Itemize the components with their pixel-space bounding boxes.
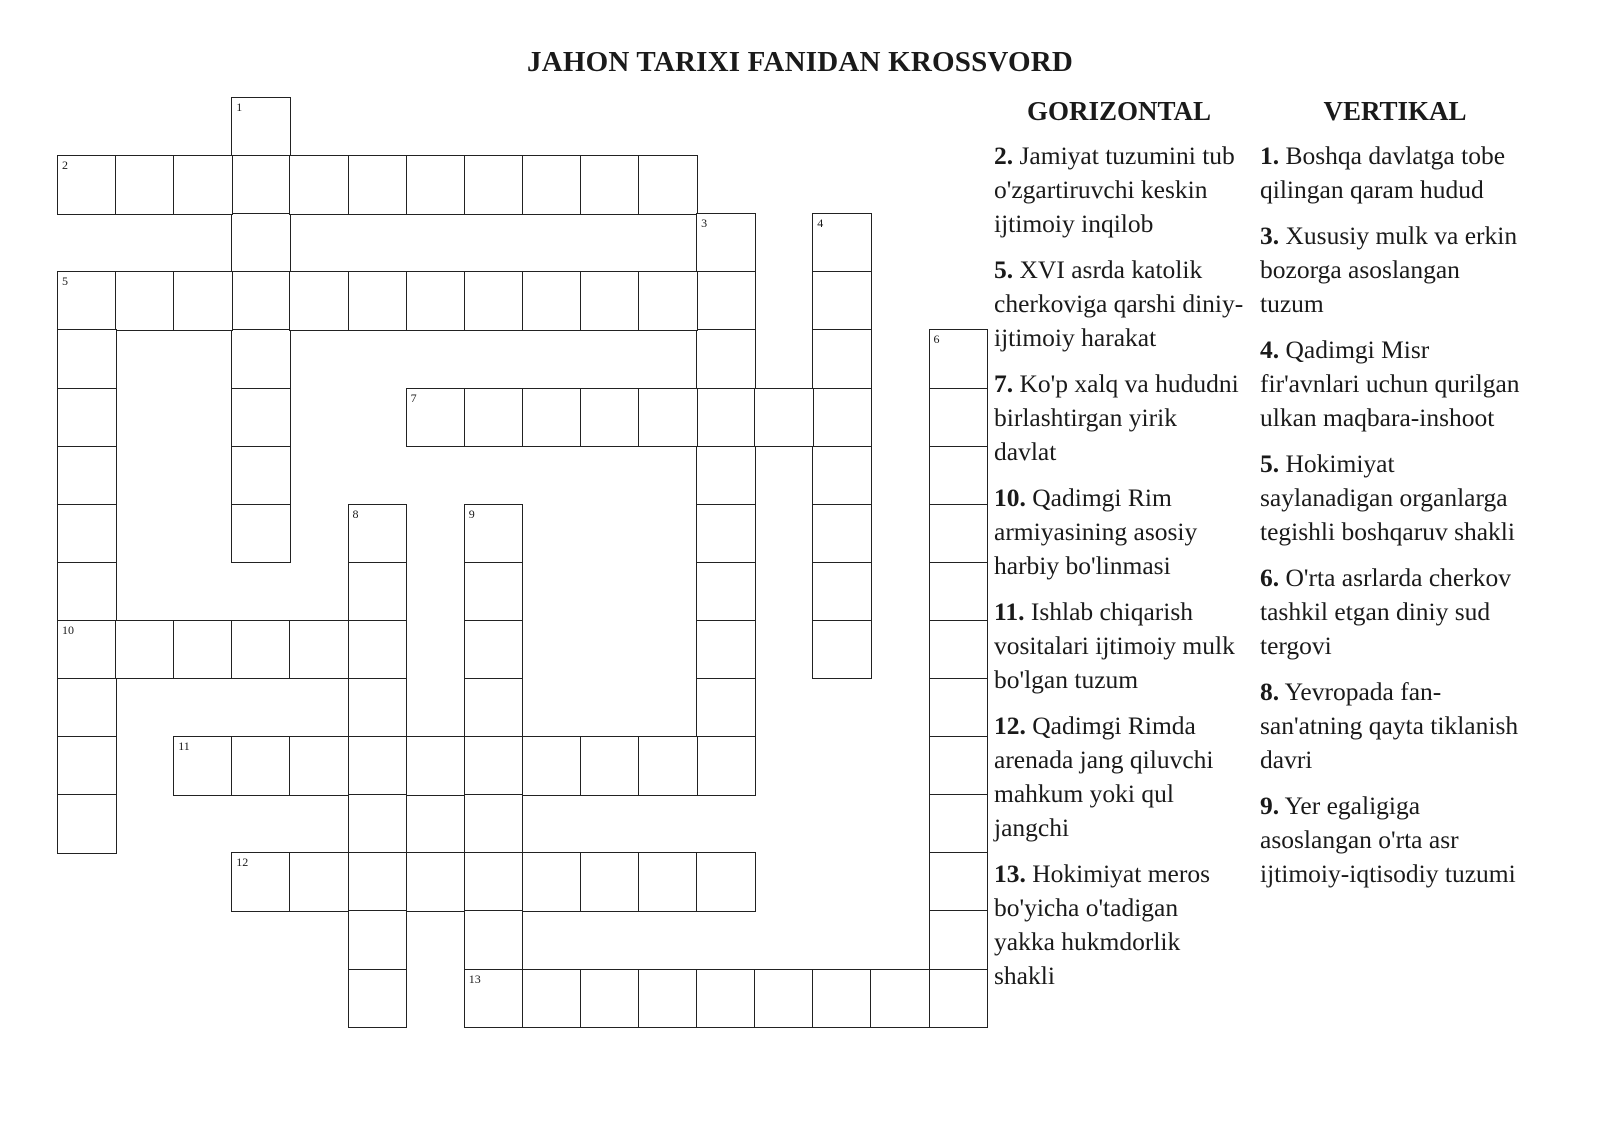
cell-number: 4 bbox=[817, 216, 824, 231]
crossword-cell[interactable] bbox=[580, 155, 640, 215]
crossword-cell[interactable] bbox=[231, 736, 291, 796]
crossword-cell[interactable] bbox=[348, 910, 408, 970]
clue-text: Yer egaligiga asoslangan o'rta asr ijtimoiy-iqtisodiy tuzumi bbox=[1260, 791, 1516, 888]
clue-number: 1. bbox=[1260, 141, 1280, 170]
vertical-clue bbox=[1260, 139, 1530, 207]
crossword-cell[interactable] bbox=[406, 155, 466, 215]
crossword-cell[interactable] bbox=[464, 969, 524, 1029]
clue-number: 2. bbox=[994, 141, 1014, 170]
crossword-cell[interactable] bbox=[348, 271, 408, 331]
crossword-cell[interactable] bbox=[696, 736, 756, 796]
crossword-cell[interactable] bbox=[929, 446, 989, 506]
page-title: JAHON TARIXI FANIDAN KROSSVORD bbox=[527, 46, 1073, 78]
cell-number: 11 bbox=[178, 739, 190, 754]
clue-number: 8. bbox=[1260, 677, 1280, 706]
cell-number: 13 bbox=[468, 971, 481, 986]
crossword-cell[interactable] bbox=[231, 213, 291, 273]
crossword-cell[interactable] bbox=[929, 504, 989, 564]
crossword-cell[interactable] bbox=[289, 271, 349, 331]
crossword-cell[interactable] bbox=[464, 504, 524, 564]
crossword-cell[interactable] bbox=[580, 969, 640, 1029]
crossword-cell[interactable] bbox=[638, 736, 698, 796]
horizontal-clue bbox=[994, 595, 1244, 697]
clue-number: 12. bbox=[994, 711, 1026, 740]
crossword-cell[interactable] bbox=[57, 794, 117, 854]
crossword-cell[interactable] bbox=[929, 678, 989, 738]
crossword-cell[interactable] bbox=[696, 852, 756, 912]
horizontal-clue bbox=[994, 367, 1244, 469]
crossword-cell[interactable] bbox=[57, 736, 117, 796]
crossword-cell[interactable] bbox=[696, 213, 756, 273]
vertical-clues bbox=[1260, 96, 1530, 903]
crossword-cell[interactable] bbox=[812, 213, 872, 273]
crossword-cell[interactable] bbox=[929, 910, 989, 970]
clue-number: 9. bbox=[1260, 791, 1280, 820]
crossword-cell[interactable] bbox=[464, 852, 524, 912]
crossword-cell[interactable] bbox=[696, 678, 756, 738]
clue-number: 11. bbox=[994, 597, 1025, 626]
crossword-cell[interactable] bbox=[696, 562, 756, 622]
crossword-cell[interactable] bbox=[580, 271, 640, 331]
crossword-cell[interactable] bbox=[929, 329, 989, 389]
crossword-cell[interactable] bbox=[464, 155, 524, 215]
clue-text: Qadimgi Rim armiyasining asosiy harbiy bo'linmasi bbox=[994, 483, 1198, 580]
vertical-clue bbox=[1260, 561, 1530, 663]
crossword-cell[interactable] bbox=[57, 620, 117, 680]
crossword-cell[interactable] bbox=[812, 504, 872, 564]
crossword-cell[interactable] bbox=[522, 969, 582, 1029]
crossword-cell[interactable] bbox=[580, 852, 640, 912]
crossword-cell[interactable] bbox=[929, 852, 989, 912]
crossword-cell[interactable] bbox=[696, 620, 756, 680]
crossword-cell[interactable] bbox=[173, 271, 233, 331]
crossword-grid bbox=[57, 97, 1007, 1067]
crossword-cell[interactable] bbox=[812, 446, 872, 506]
crossword-cell[interactable] bbox=[522, 736, 582, 796]
cell-number: 10 bbox=[62, 622, 74, 637]
crossword-cell[interactable] bbox=[406, 271, 466, 331]
crossword-cell[interactable] bbox=[464, 910, 524, 970]
clue-text: Qadimgi Misr fir'avnlari uchun qurilgan ulkan maqbara-inshoot bbox=[1260, 335, 1520, 432]
crossword-cell[interactable] bbox=[231, 446, 291, 506]
crossword-cell[interactable] bbox=[289, 736, 349, 796]
crossword-cell[interactable] bbox=[696, 969, 756, 1029]
crossword-cell[interactable] bbox=[231, 97, 291, 157]
crossword-cell[interactable] bbox=[464, 271, 524, 331]
horizontal-clue bbox=[994, 857, 1244, 993]
crossword-cell[interactable] bbox=[522, 155, 582, 215]
clue-text: Ko'p xalq va hududni birlashtirgan yirik davlat bbox=[994, 369, 1239, 466]
clue-number: 13. bbox=[994, 859, 1026, 888]
crossword-cell[interactable] bbox=[638, 271, 698, 331]
clue-text: Boshqa davlatga tobe qilingan qaram hudud bbox=[1260, 141, 1506, 204]
clue-number: 5. bbox=[1260, 449, 1280, 478]
crossword-cell[interactable] bbox=[231, 620, 291, 680]
horizontal-clue bbox=[994, 709, 1244, 845]
crossword-cell[interactable] bbox=[289, 620, 349, 680]
crossword-cell[interactable] bbox=[754, 388, 814, 448]
crossword-cell[interactable] bbox=[348, 852, 408, 912]
clue-text: XVI asrda katolik cherkoviga qarshi diniy-ijtimoiy harakat bbox=[994, 255, 1244, 352]
cell-number: 5 bbox=[62, 274, 68, 289]
clue-number: 4. bbox=[1260, 335, 1280, 364]
crossword-cell[interactable] bbox=[580, 736, 640, 796]
vertical-clue bbox=[1260, 675, 1530, 777]
crossword-cell[interactable] bbox=[812, 562, 872, 622]
crossword-cell[interactable] bbox=[173, 736, 233, 796]
vertical-clue bbox=[1260, 447, 1530, 549]
crossword-cell[interactable] bbox=[929, 969, 989, 1029]
clue-text: Qadimgi Rimda arenada jang qiluvchi mahkum yoki qul jangchi bbox=[994, 711, 1214, 842]
cell-number: 12 bbox=[236, 855, 249, 870]
crossword-cell[interactable] bbox=[289, 852, 349, 912]
clue-number: 10. bbox=[994, 483, 1026, 512]
clue-number: 5. bbox=[994, 255, 1014, 284]
crossword-cell[interactable] bbox=[115, 620, 175, 680]
crossword-cell[interactable] bbox=[57, 678, 117, 738]
crossword-cell[interactable] bbox=[638, 388, 698, 448]
horizontal-clue bbox=[994, 139, 1244, 241]
cell-number: 7 bbox=[410, 390, 417, 405]
crossword-cell[interactable] bbox=[929, 794, 989, 854]
crossword-cell[interactable] bbox=[348, 504, 408, 564]
crossword-cell[interactable] bbox=[115, 271, 175, 331]
crossword-cell[interactable] bbox=[57, 388, 117, 448]
crossword-cell[interactable] bbox=[173, 620, 233, 680]
crossword-cell[interactable] bbox=[580, 388, 640, 448]
horizontal-heading: GORIZONTAL bbox=[1026, 96, 1212, 126]
crossword-cell[interactable] bbox=[464, 388, 524, 448]
cell-number: 6 bbox=[933, 332, 940, 347]
cell-number: 3 bbox=[701, 216, 708, 231]
crossword-cell[interactable] bbox=[464, 736, 524, 796]
clue-number: 7. bbox=[994, 369, 1014, 398]
crossword-cell[interactable] bbox=[406, 388, 466, 448]
crossword-cell[interactable] bbox=[696, 446, 756, 506]
cell-number: 1 bbox=[236, 100, 243, 114]
crossword-cell[interactable] bbox=[348, 794, 408, 854]
crossword-cell[interactable] bbox=[929, 620, 989, 680]
crossword-cell[interactable] bbox=[638, 155, 698, 215]
crossword-cell[interactable] bbox=[812, 271, 872, 331]
vertical-clue bbox=[1260, 219, 1530, 321]
crossword-cell[interactable] bbox=[348, 736, 408, 796]
clue-number: 6. bbox=[1260, 563, 1280, 592]
clue-text: Yevropada fan-san'atning qayta tiklanish davri bbox=[1260, 677, 1519, 774]
horizontal-clue bbox=[994, 253, 1244, 355]
crossword-cell[interactable] bbox=[348, 155, 408, 215]
crossword-cell[interactable] bbox=[231, 852, 291, 912]
crossword-cell[interactable] bbox=[929, 562, 989, 622]
cell-number: 8 bbox=[352, 506, 359, 521]
crossword-cell[interactable] bbox=[464, 678, 524, 738]
crossword-cell[interactable] bbox=[57, 271, 117, 331]
crossword-cell[interactable] bbox=[464, 562, 524, 622]
crossword-cell[interactable] bbox=[231, 271, 291, 331]
crossword-cell[interactable] bbox=[812, 620, 872, 680]
crossword-cell[interactable] bbox=[696, 329, 756, 389]
crossword-cell[interactable] bbox=[57, 562, 117, 622]
vertical-clue bbox=[1260, 789, 1530, 891]
crossword-cell[interactable] bbox=[231, 388, 291, 448]
crossword-cell[interactable] bbox=[289, 155, 349, 215]
clue-text: Xususiy mulk va erkin bozorga asoslangan tuzum bbox=[1260, 221, 1518, 318]
vertical-heading: VERTIKAL bbox=[1323, 96, 1467, 126]
clue-text: O'rta asrlarda cherkov tashkil etgan diniy sud tergovi bbox=[1260, 563, 1511, 660]
cell-number: 9 bbox=[468, 506, 475, 521]
crossword-cell[interactable] bbox=[812, 329, 872, 389]
crossword-cell[interactable] bbox=[406, 852, 466, 912]
crossword-cell[interactable] bbox=[231, 155, 291, 215]
horizontal-clue bbox=[994, 481, 1244, 583]
crossword-cell[interactable] bbox=[348, 678, 408, 738]
vertical-clue bbox=[1260, 333, 1530, 435]
crossword-cell[interactable] bbox=[929, 388, 989, 448]
clue-text: Hokimiyat saylanadigan organlarga tegishli boshqaruv shakli bbox=[1260, 449, 1515, 546]
crossword-cell[interactable] bbox=[754, 969, 814, 1029]
crossword-cell[interactable] bbox=[115, 155, 175, 215]
crossword-cell[interactable] bbox=[231, 329, 291, 389]
crossword-cell[interactable] bbox=[812, 388, 872, 448]
crossword-cell[interactable] bbox=[57, 446, 117, 506]
crossword-cell[interactable] bbox=[522, 271, 582, 331]
crossword-cell[interactable] bbox=[348, 562, 408, 622]
crossword-cell[interactable] bbox=[696, 388, 756, 448]
crossword-cell[interactable] bbox=[57, 504, 117, 564]
clue-text: Jamiyat tuzumini tub o'zgartiruvchi keskin ijtimoiy inqilob bbox=[994, 141, 1235, 238]
crossword-cell[interactable] bbox=[638, 969, 698, 1029]
crossword-cell[interactable] bbox=[464, 794, 524, 854]
cell-number: 2 bbox=[62, 158, 68, 173]
clue-number: 3. bbox=[1260, 221, 1280, 250]
crossword-cell[interactable] bbox=[231, 504, 291, 564]
crossword-cell[interactable] bbox=[57, 329, 117, 389]
crossword-cell[interactable] bbox=[464, 620, 524, 680]
crossword-cell[interactable] bbox=[348, 969, 408, 1029]
crossword-cell[interactable] bbox=[696, 504, 756, 564]
clue-text: Ishlab chiqarish vositalari ijtimoiy mulk bo'lgan tuzum bbox=[994, 597, 1235, 694]
crossword-cell[interactable] bbox=[638, 852, 698, 912]
horizontal-clues bbox=[994, 96, 1244, 1005]
crossword-cell[interactable] bbox=[173, 155, 233, 215]
crossword-cell[interactable] bbox=[929, 736, 989, 796]
clue-text: Hokimiyat meros bo'yicha o'tadigan yakka hukmdorlik shakli bbox=[994, 859, 1211, 990]
crossword-cell[interactable] bbox=[57, 155, 117, 215]
crossword-cell[interactable] bbox=[522, 388, 582, 448]
crossword-cell[interactable] bbox=[348, 620, 408, 680]
crossword-cell[interactable] bbox=[870, 969, 930, 1029]
crossword-cell[interactable] bbox=[812, 969, 872, 1029]
crossword-cell[interactable] bbox=[406, 736, 466, 796]
crossword-cell[interactable] bbox=[696, 271, 756, 331]
crossword-cell[interactable] bbox=[522, 852, 582, 912]
